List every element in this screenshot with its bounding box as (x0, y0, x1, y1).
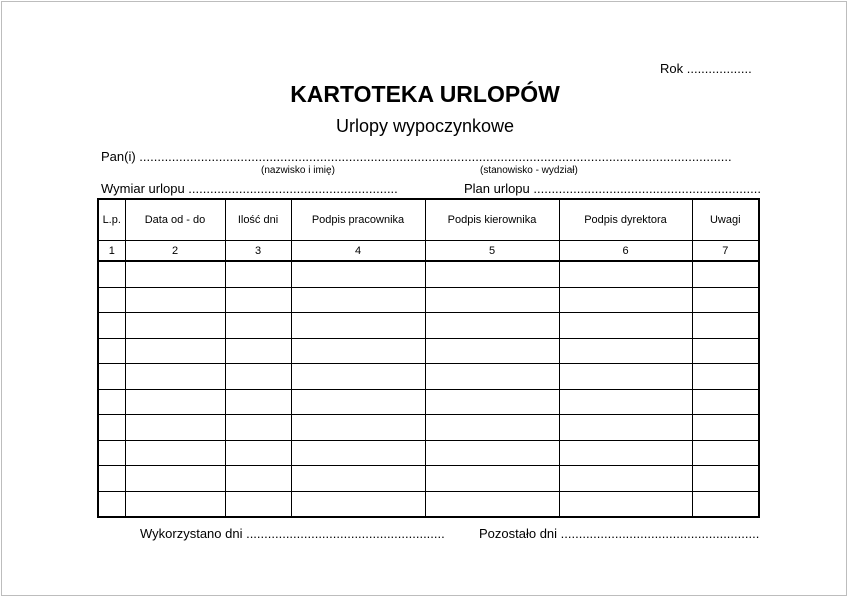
table-cell (98, 364, 125, 390)
header-director-signature: Podpis dyrektora (559, 199, 692, 241)
table-cell (98, 287, 125, 313)
column-number: 5 (425, 241, 559, 262)
table-cell (692, 313, 759, 339)
table-cell (125, 338, 225, 364)
table-cell (559, 261, 692, 287)
document-sheet (1, 1, 847, 596)
table-cell (692, 287, 759, 313)
table-cell (559, 313, 692, 339)
table-cell (98, 440, 125, 466)
table-cell (98, 261, 125, 287)
table-cell (291, 491, 425, 517)
table-cell (291, 338, 425, 364)
table-cell (98, 313, 125, 339)
table-cell (425, 440, 559, 466)
employee-name-field: Pan(i) .................................................................................................................................................................... (101, 149, 732, 164)
table-cell (692, 338, 759, 364)
table-cell (291, 440, 425, 466)
header-days-count: Ilość dni (225, 199, 291, 241)
table-cell (692, 440, 759, 466)
table-cell (559, 364, 692, 390)
table-cell (98, 338, 125, 364)
table-cell (125, 389, 225, 415)
table-row (98, 364, 759, 390)
header-notes: Uwagi (692, 199, 759, 241)
table-row (98, 466, 759, 492)
table-cell (291, 364, 425, 390)
table-header-row (98, 199, 759, 241)
table-cell (425, 364, 559, 390)
table-cell (559, 440, 692, 466)
header-date-range: Data od - do (125, 199, 225, 241)
table-cell (125, 440, 225, 466)
table-cell (125, 491, 225, 517)
table-cell (225, 364, 291, 390)
table-row (98, 338, 759, 364)
column-number: 4 (291, 241, 425, 262)
table-cell (125, 364, 225, 390)
leave-entitlement-field: Wymiar urlopu .......................................................... (101, 181, 398, 196)
table-cell (692, 491, 759, 517)
table-cell (291, 415, 425, 441)
column-number: 1 (98, 241, 125, 262)
table-cell (559, 466, 692, 492)
table-row (98, 491, 759, 517)
table-cell (559, 287, 692, 313)
leave-plan-field: Plan urlopu ............................................................... (464, 181, 761, 196)
column-number: 7 (692, 241, 759, 262)
column-number: 3 (225, 241, 291, 262)
table-row (98, 440, 759, 466)
table-cell (98, 466, 125, 492)
table-cell (291, 287, 425, 313)
header-employee-signature: Podpis pracownika (291, 199, 425, 241)
table-cell (425, 491, 559, 517)
table-cell (225, 466, 291, 492)
document-title: KARTOTEKA URLOPÓW (290, 81, 560, 107)
table-cell (692, 389, 759, 415)
table-cell (425, 466, 559, 492)
table-row (98, 415, 759, 441)
table-cell (125, 287, 225, 313)
table-cell (125, 261, 225, 287)
column-number: 2 (125, 241, 225, 262)
table-cell (692, 364, 759, 390)
header-manager-signature: Podpis kierownika (425, 199, 559, 241)
table-cell (425, 313, 559, 339)
table-cell (559, 415, 692, 441)
table-cell (559, 491, 692, 517)
table-row (98, 261, 759, 287)
table-cell (225, 287, 291, 313)
document-subtitle: Urlopy wypoczynkowe (335, 116, 515, 136)
table-cell (425, 287, 559, 313)
table-cell (559, 338, 692, 364)
table-cell (225, 415, 291, 441)
header-lp: L.p. (98, 199, 125, 241)
table-cell (692, 261, 759, 287)
table-cell (291, 313, 425, 339)
table-row (98, 389, 759, 415)
table-cell (425, 261, 559, 287)
year-field: Rok .................. (660, 61, 752, 76)
table-cell (125, 415, 225, 441)
table-cell (692, 415, 759, 441)
table-cell (225, 491, 291, 517)
name-hint: (nazwisko i imię) (261, 165, 335, 176)
table-cell (225, 389, 291, 415)
days-used-field: Wykorzystano dni ....................................................... (140, 526, 445, 541)
table-cell (425, 415, 559, 441)
table-cell (291, 389, 425, 415)
table-cell (291, 466, 425, 492)
table-cell (225, 313, 291, 339)
table-row (98, 313, 759, 339)
table-cell (98, 389, 125, 415)
table-cell (291, 261, 425, 287)
table-cell (425, 389, 559, 415)
position-hint: (stanowisko - wydział) (480, 165, 578, 176)
days-remaining-field: Pozostało dni ....................................................... (479, 526, 760, 541)
table-cell (125, 313, 225, 339)
table-cell (225, 261, 291, 287)
table-cell (125, 466, 225, 492)
column-number-row (98, 241, 759, 262)
table-row (98, 287, 759, 313)
table-cell (98, 415, 125, 441)
table-cell (98, 491, 125, 517)
table-cell (559, 389, 692, 415)
table-cell (425, 338, 559, 364)
column-number: 6 (559, 241, 692, 262)
table-cell (225, 338, 291, 364)
leave-table (97, 198, 760, 518)
table-cell (692, 466, 759, 492)
table-cell (225, 440, 291, 466)
